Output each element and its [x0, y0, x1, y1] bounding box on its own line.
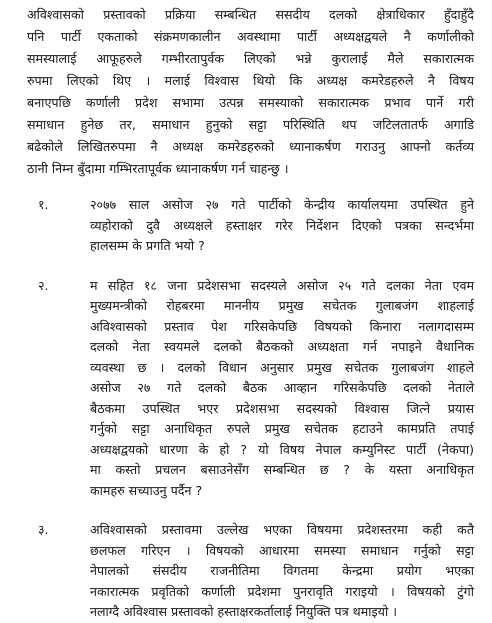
item-line: असोज २७ गते दलको बैठक आव्हान गरिसकेपछि दलको नेताले — [90, 380, 474, 395]
item-line: नकारात्मक प्रवृतिको कर्णाली प्रदेशमा पुनरावृति गराइयो । विषयको टुंगो — [90, 583, 474, 599]
list-item — [27, 276, 474, 502]
item-line: हालसम्म के प्रगति भयो ? — [90, 238, 205, 253]
intro-line: समाधान हुनेछ तर, समाधान हुनुको सट्टा परिस्थिति थप जटिलतातर्फ अगाडि — [27, 117, 474, 132]
item-number: ३. — [38, 522, 49, 537]
intro-line: अविश्वासको प्रस्तावको प्रक्रिया सम्बन्धित ससदीय दलको क्षेत्राधिकार हुँदाहुँदै — [27, 7, 474, 22]
numbered-list — [27, 195, 474, 623]
intro-line: बढेकोले लिखितरुपमा नै अध्यक्ष कमरेडहरुको ध्यानाकर्षण गराउनु आफ्नो कर्तव्य — [27, 139, 474, 154]
item-line: कामहरु सच्याउनु पर्दैन ? — [90, 482, 203, 498]
item-line: व्यवस्था छ । दलको विधान अनुसार प्रमुख सचेतक गुलाबजंग शाहले — [90, 359, 474, 375]
item-text — [90, 276, 474, 502]
item-line: म सहित १८ जना प्रदेशसभा सदस्यले असोज २५ गते दलका नेता एवम — [90, 277, 474, 293]
item-line: मा कस्तो प्रचलन बसाउनेसँग सम्बन्धित छ ? के यस्ता अनाधिकृत — [90, 462, 474, 477]
item-line: मुख्यमन्त्रीको रोहबरमा माननीय प्रमुख सचेतक गुलाबजंग शाहलाई — [90, 298, 474, 313]
item-line: नेपालको संसदीय राजनीतिमा विगतमा केन्द्रमा प्रयोग भएका — [90, 563, 474, 578]
item-line: दलको नेता स्वयमले दलको बैठकको अध्यक्षता गर्न नपाइने वैधानिक — [90, 339, 474, 354]
intro-line: पनि पार्टी एकताको संक्रमणकालीन अवस्थामा पार्टी अध्यक्षद्वयले नै कर्णालीको — [27, 29, 474, 44]
item-number: २. — [38, 277, 49, 293]
item-line: गर्नुको सट्टा अनाधिकृत रुपले प्रमुख सचेतक हटाउने कामप्रति तपाई — [90, 421, 474, 436]
list-item — [27, 195, 474, 257]
item-line: अविश्वासको प्रस्ताव पेश गरिसकेपछि विषयको किनारा नलागदासम्म — [90, 318, 474, 334]
item-line: छलफल गरिएन । विषयको आधारमा समस्या समाधान गर्नुको सट्टा — [90, 542, 474, 558]
item-line: २०७७ साल असोज २७ गते पार्टीको केन्द्रीय कार्यालयमा उपस्थित हुने — [90, 197, 474, 212]
intro-line: बनाएपछि कर्णाली प्रदेश सभामा उत्पन्न समस्याको सकारात्मक प्रभाव पार्ने गरी — [27, 95, 474, 110]
intro-paragraph — [27, 4, 474, 180]
intro-line: ठानी निम्न बुँदामा गम्भिरतापूर्वक ध्यानाकर्षण गर्न चाहन्छु । — [27, 161, 289, 176]
item-line: बैठकमा उपस्थित भएर प्रदेशसभा सदस्यको विश्वास जित्ने प्रयास — [90, 400, 474, 416]
intro-line: समस्यालाई आफूहरुले गम्भीरतापुर्वक लिएको भन्ने कुरालाई मैले सकारात्मक — [27, 51, 474, 66]
item-text — [90, 195, 474, 257]
item-text — [90, 520, 474, 623]
item-line: नलाग्दै अविश्वास प्रस्तावको हस्ताक्षरकर्तालाई नियुक्ति पत्र थमाइयो । — [90, 604, 398, 619]
item-line: अविश्वासको प्रस्तावमा उल्लेख भएका विषयमा प्रदेशस्तरमा कही कतै — [90, 522, 474, 537]
item-line: अध्यक्षद्वयको धारणा के हो ? यो विषय नेपाल कम्युनिस्ट पार्टी (नेकपा) — [90, 441, 474, 457]
item-line: व्यहोराको दुवै अध्यक्षले हस्ताक्षर गरेर निर्देशन दिएको पत्रका सन्दर्भमा — [90, 217, 474, 233]
list-item — [27, 520, 474, 623]
item-number: १. — [38, 197, 49, 212]
intro-line: रुपमा लिएको थिए । मलाई विश्वास थियो कि अध्यक्ष कमरेडहरुले नै विषय — [27, 73, 474, 88]
